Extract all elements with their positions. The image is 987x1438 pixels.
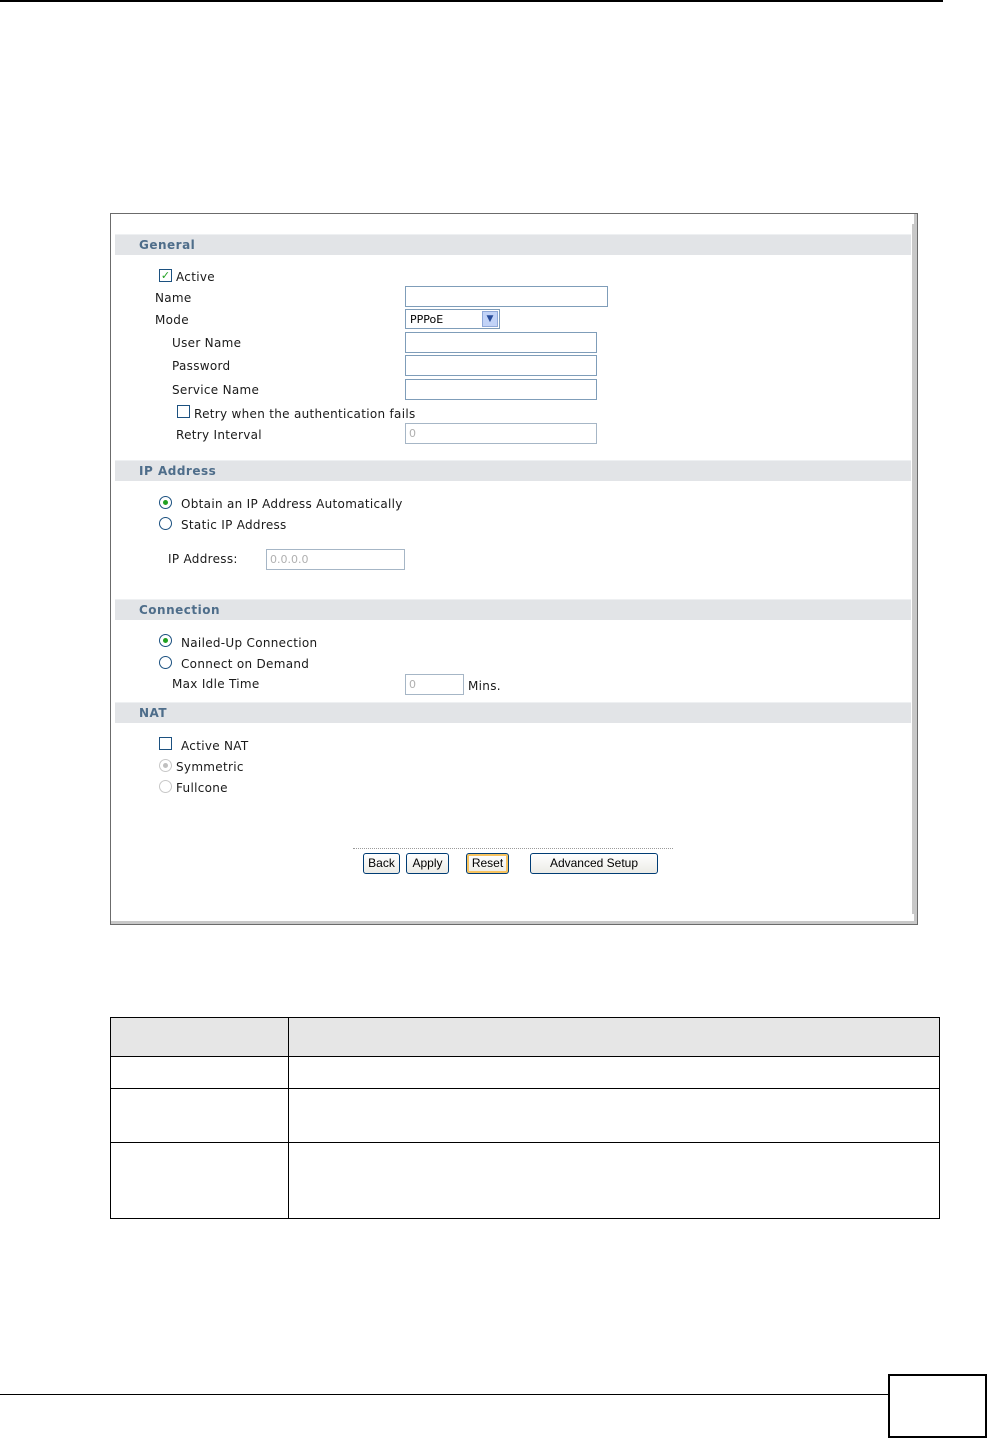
section-nat: [115, 702, 911, 723]
back-button[interactable]: Back: [363, 853, 400, 874]
footer-rule: [0, 1394, 888, 1395]
nailed-up-radio[interactable]: [159, 634, 172, 647]
table-cell: [289, 1089, 940, 1143]
table-cell: [111, 1057, 289, 1089]
name-input[interactable]: [405, 286, 608, 307]
active-nat-checkbox[interactable]: [159, 737, 172, 750]
table-cell: [111, 1089, 289, 1143]
user-name-input[interactable]: [405, 332, 597, 353]
wan-settings-screen: [110, 213, 918, 925]
mode-label: Mode: [155, 313, 189, 327]
chevron-down-icon[interactable]: ▼: [482, 311, 498, 327]
active-nat-label: Active NAT: [181, 739, 249, 753]
table-header-cell: [111, 1018, 289, 1057]
active-checkbox[interactable]: ✓: [160, 269, 171, 282]
table-cell: [111, 1143, 289, 1219]
connect-on-demand-radio[interactable]: [159, 656, 172, 669]
symmetric-radio[interactable]: [159, 759, 172, 772]
active-label: Active: [176, 270, 215, 284]
connect-on-demand-label: Connect on Demand: [181, 657, 310, 671]
password-label: Password: [172, 359, 231, 373]
fullcone-label: Fullcone: [176, 781, 228, 795]
table-row: [111, 1143, 940, 1219]
page-number-box: [888, 1374, 987, 1438]
retry-interval-input[interactable]: [405, 423, 597, 444]
max-idle-time-label: Max Idle Time: [172, 677, 260, 691]
ip-address-label: IP Address:: [168, 552, 238, 566]
ip-address-input[interactable]: [266, 549, 405, 570]
max-idle-time-unit: Mins.: [468, 679, 501, 693]
section-title-connection: Connection: [139, 603, 221, 617]
mode-select-value: PPPoE: [410, 313, 444, 326]
section-general: [115, 234, 911, 255]
table-header-row: [111, 1018, 940, 1057]
table-header-cell: [289, 1018, 940, 1057]
table-cell: [289, 1057, 940, 1089]
retry-label: Retry when the authentication fails: [194, 407, 416, 421]
service-name-label: Service Name: [172, 383, 260, 397]
header-rule: [0, 0, 943, 2]
section-ip-address: [115, 460, 911, 481]
static-ip-label: Static IP Address: [181, 518, 287, 532]
description-table: [110, 1017, 940, 1219]
section-title-general: General: [139, 238, 196, 252]
section-title-ip-address: IP Address: [139, 464, 217, 478]
apply-button[interactable]: Apply: [406, 853, 449, 874]
name-label: Name: [155, 291, 192, 305]
nailed-up-label: Nailed-Up Connection: [181, 636, 318, 650]
max-idle-time-input[interactable]: [405, 674, 464, 695]
fullcone-radio[interactable]: [159, 780, 172, 793]
service-name-input[interactable]: [405, 379, 597, 400]
section-title-nat: NAT: [139, 706, 168, 720]
retry-checkbox[interactable]: [177, 405, 190, 418]
static-ip-radio[interactable]: [159, 517, 172, 530]
table-cell: [289, 1143, 940, 1219]
user-name-label: User Name: [172, 336, 242, 350]
table-row: [111, 1057, 940, 1089]
section-connection: [115, 599, 911, 620]
scrollbar-edge[interactable]: [912, 224, 915, 914]
button-divider: [353, 848, 673, 849]
advanced-setup-button[interactable]: Advanced Setup: [530, 853, 658, 874]
obtain-ip-label: Obtain an IP Address Automatically: [181, 497, 403, 511]
table-row: [111, 1089, 940, 1143]
password-input[interactable]: [405, 355, 597, 376]
reset-button[interactable]: Reset: [466, 853, 509, 874]
mode-select[interactable]: [405, 309, 500, 329]
retry-interval-label: Retry Interval: [176, 428, 262, 442]
obtain-ip-radio[interactable]: [159, 496, 172, 509]
symmetric-label: Symmetric: [176, 760, 244, 774]
